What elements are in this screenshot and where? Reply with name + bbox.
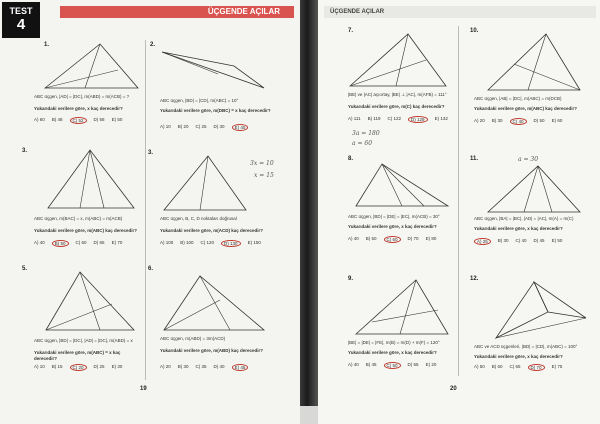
- choice-c[interactable]: C) 50: [384, 362, 401, 369]
- question-prompt: Yukarıdaki verilere göre, x kaç derecedir?: [348, 224, 437, 229]
- triangle-figure: [484, 162, 584, 216]
- question-number: 9.: [348, 276, 354, 282]
- choice-c[interactable]: C) 65: [509, 364, 521, 369]
- question-prompt: Yukarıdaki verilere göre, m(ABC) = x kaç derecedir?: [34, 350, 121, 361]
- choice-a[interactable]: A) 20: [160, 364, 171, 369]
- question-prompt: Yukarıdaki verilere göre, m(ABD) kaç derecedir?: [160, 348, 264, 353]
- choice-c[interactable]: C) 40: [515, 238, 527, 243]
- triangle-figure: [158, 44, 268, 94]
- question-number: 3.: [148, 150, 154, 156]
- question-number: 6.: [148, 266, 154, 272]
- question-prompt: Yukarıdaki verilere göre, x kaç derecedir?: [474, 226, 563, 231]
- test-number: 4: [16, 16, 26, 33]
- question-text: ABC üçgen, m(ABD) = 3m(ACD): [160, 336, 226, 341]
- triangle-figure: [160, 152, 250, 214]
- triangle-figure: [40, 146, 140, 214]
- choice-d[interactable]: D) 30: [213, 124, 225, 129]
- answer-choices: [474, 118, 562, 125]
- choice-b[interactable]: B) 20: [177, 124, 189, 129]
- choice-d[interactable]: D) 55: [407, 362, 419, 367]
- choice-d[interactable]: D) 45: [533, 238, 545, 243]
- question-number: 5.: [22, 266, 28, 272]
- choice-b[interactable]: B) 50: [52, 240, 69, 247]
- choice-a[interactable]: A) 100: [160, 240, 174, 245]
- choice-c[interactable]: C) 25: [195, 124, 207, 129]
- question-prompt: Yukarıdaki verilere göre, m(ABC) kaç derecedir?: [34, 228, 138, 233]
- choice-a[interactable]: A) 20: [474, 118, 485, 123]
- question-text: ABC üçgen, |BD| = |CD|, m(ABC) = 10°: [160, 98, 239, 103]
- question-number: 2.: [150, 42, 156, 48]
- column-divider: [145, 40, 146, 380]
- question-number: 10.: [470, 28, 479, 34]
- choice-c[interactable]: C) 20: [70, 364, 87, 371]
- question-prompt: Yukarıdaki verilere göre, m(ABC) kaç derecedir?: [474, 106, 578, 111]
- choice-c[interactable]: C) 60: [384, 236, 401, 243]
- choice-b[interactable]: B) 48: [51, 117, 63, 122]
- choice-e[interactable]: E) 20: [425, 362, 437, 367]
- triangle-figure: [486, 278, 590, 342]
- choice-b[interactable]: B) 15: [51, 364, 63, 369]
- triangle-figure: [346, 30, 450, 90]
- choice-d[interactable]: D) 70: [528, 364, 545, 371]
- question-prompt: Yukarıdaki verilere göre, x kaç derecedir?: [474, 354, 563, 359]
- choice-c[interactable]: C) 40: [510, 118, 527, 125]
- choice-e[interactable]: E) 70: [111, 240, 123, 245]
- choice-a[interactable]: A) 10: [34, 364, 45, 369]
- question-text: ABC üçgen, m(BAC) = x, m(ABC) = m(ACB): [34, 216, 123, 221]
- answer-choices: [160, 124, 248, 131]
- answer-choices: [474, 364, 562, 371]
- choice-b[interactable]: B) 50: [365, 236, 377, 241]
- right-page: [318, 0, 600, 424]
- question-prompt: Yukarıdaki verilere göre, m(ACD) kaç derecedir?: [160, 228, 264, 233]
- choice-e[interactable]: E) 75: [551, 364, 563, 369]
- answer-choices: [160, 364, 248, 371]
- choice-e[interactable]: E) 30: [111, 364, 123, 369]
- question-text: ABC üçgen, B, C, D noktaları doğrusal: [160, 216, 237, 221]
- choice-d[interactable]: D) 129: [408, 116, 428, 123]
- choice-b[interactable]: B) 100: [180, 240, 194, 245]
- page-header: ÜÇGENDE AÇILAR: [324, 6, 596, 18]
- question-number: 1.: [44, 42, 50, 48]
- choice-a[interactable]: A) 50: [474, 364, 485, 369]
- question-text: ABC ve ACD üçgenleri, |BD| = |CD|, m(ABC) = 100°: [474, 344, 578, 349]
- handwritten-note: x = 15: [254, 172, 274, 179]
- handwritten-note: a = 30: [518, 156, 539, 163]
- question-text: ABC üçgen, |BD| = |DE| = |EC|, m(ACB) = 30°: [348, 214, 440, 219]
- choice-e[interactable]: E) 40: [232, 124, 249, 131]
- choice-d[interactable]: D) 50: [533, 118, 545, 123]
- choice-d[interactable]: D) 65: [93, 240, 105, 245]
- page-number: 20: [450, 386, 457, 392]
- question-text: |BE| ve |AC| açıortay, |BE| ⊥ |AC|, m(AFB) = 111°: [348, 92, 447, 97]
- answer-choices: [348, 116, 448, 123]
- choice-b[interactable]: B) 30: [177, 364, 189, 369]
- choice-c[interactable]: C) 60: [75, 240, 87, 245]
- answer-choices: [34, 240, 122, 247]
- question-prompt: Yukarıdaki verilere göre, x kaç derecedir?: [348, 350, 437, 355]
- choice-c[interactable]: C) 52: [70, 117, 87, 124]
- handwritten-note: 3a = 180: [352, 130, 380, 137]
- choice-a[interactable]: A) 40: [348, 362, 359, 367]
- handwritten-note: a = 60: [352, 140, 373, 147]
- answer-choices: [34, 364, 122, 371]
- question-prompt: Yukarıdaki verilere göre, m(C) kaç derecedir?: [348, 104, 445, 109]
- answer-choices: [348, 236, 436, 243]
- choice-b[interactable]: B) 30: [491, 118, 503, 123]
- choice-e[interactable]: E) 50: [551, 238, 563, 243]
- triangle-figure: [352, 160, 452, 210]
- choice-d[interactable]: D) 58: [93, 117, 105, 122]
- choice-c[interactable]: C) 120: [200, 240, 215, 245]
- question-text: ABC üçgen, |BA| = |BC|, |AD| = |AC|, m(A) = m(C): [474, 216, 574, 221]
- triangle-figure: [352, 276, 452, 338]
- choice-d[interactable]: D) 70: [407, 236, 419, 241]
- choice-e[interactable]: E) 80: [425, 236, 437, 241]
- choice-a[interactable]: A) 111: [348, 116, 361, 121]
- choice-a[interactable]: A) 25: [474, 238, 491, 245]
- triangle-figure: [160, 270, 270, 336]
- choice-b[interactable]: B) 30: [497, 238, 509, 243]
- choice-e[interactable]: E) 150: [247, 240, 261, 245]
- question-number: 8.: [348, 156, 354, 162]
- question-number: 7.: [348, 28, 354, 34]
- choice-e[interactable]: E) 132: [434, 116, 448, 121]
- choice-d[interactable]: D) 130: [221, 240, 241, 247]
- handwritten-note: 3x = 10: [250, 160, 274, 167]
- choice-a[interactable]: A) 40: [34, 240, 45, 245]
- page-number: 19: [140, 386, 147, 392]
- question-text: ABC üçgen, |BD| = |DC|, |AD| = |DC|, m(ABD) = x: [34, 338, 133, 343]
- choice-b[interactable]: B) 119: [367, 116, 381, 121]
- choice-a[interactable]: A) 40: [348, 236, 359, 241]
- book-spine: [300, 0, 318, 424]
- question-text: ABC üçgen, |AD| = |DC|, m(ABD) = m(ACB) = ?: [34, 94, 130, 99]
- page-header: ÜÇGENDE AÇILAR: [60, 6, 294, 18]
- question-prompt: Yukarıdaki verilere göre, m(DBC) = x kaç derecedir?: [160, 108, 271, 113]
- triangle-figure: [40, 266, 140, 336]
- choice-c[interactable]: C) 122: [387, 116, 402, 121]
- test-label: TEST: [9, 6, 33, 16]
- column-divider: [458, 26, 459, 376]
- answer-choices: [160, 240, 261, 247]
- choice-b[interactable]: B) 45: [365, 362, 377, 367]
- answer-choices: [34, 117, 122, 124]
- choice-b[interactable]: B) 60: [491, 364, 503, 369]
- triangle-figure: [484, 30, 584, 94]
- test-badge: [2, 2, 40, 38]
- choice-c[interactable]: C) 35: [195, 364, 207, 369]
- answer-choices: [474, 238, 562, 245]
- choice-e[interactable]: E) 50: [111, 117, 123, 122]
- choice-a[interactable]: A) 10: [160, 124, 171, 129]
- question-text: ABC üçgen, |AB| = |DC|, m(ABC) = m(DCB): [474, 96, 562, 101]
- choice-d[interactable]: D) 25: [93, 364, 105, 369]
- choice-d[interactable]: D) 40: [213, 364, 225, 369]
- choice-e[interactable]: E) 45: [232, 364, 249, 371]
- triangle-figure: [40, 40, 140, 92]
- question-number: 12.: [470, 276, 479, 282]
- choice-a[interactable]: A) 60: [34, 117, 45, 122]
- choice-e[interactable]: E) 60: [551, 118, 563, 123]
- question-number: 3.: [22, 148, 28, 154]
- question-number: 11.: [470, 156, 479, 162]
- answer-choices: [348, 362, 436, 369]
- question-text: |BE| = |DE| = |FE|, m(B) = m(D) + m(F) = 120°: [348, 340, 440, 345]
- question-prompt: Yukarıdaki verilere göre, x kaç derecedir?: [34, 106, 123, 111]
